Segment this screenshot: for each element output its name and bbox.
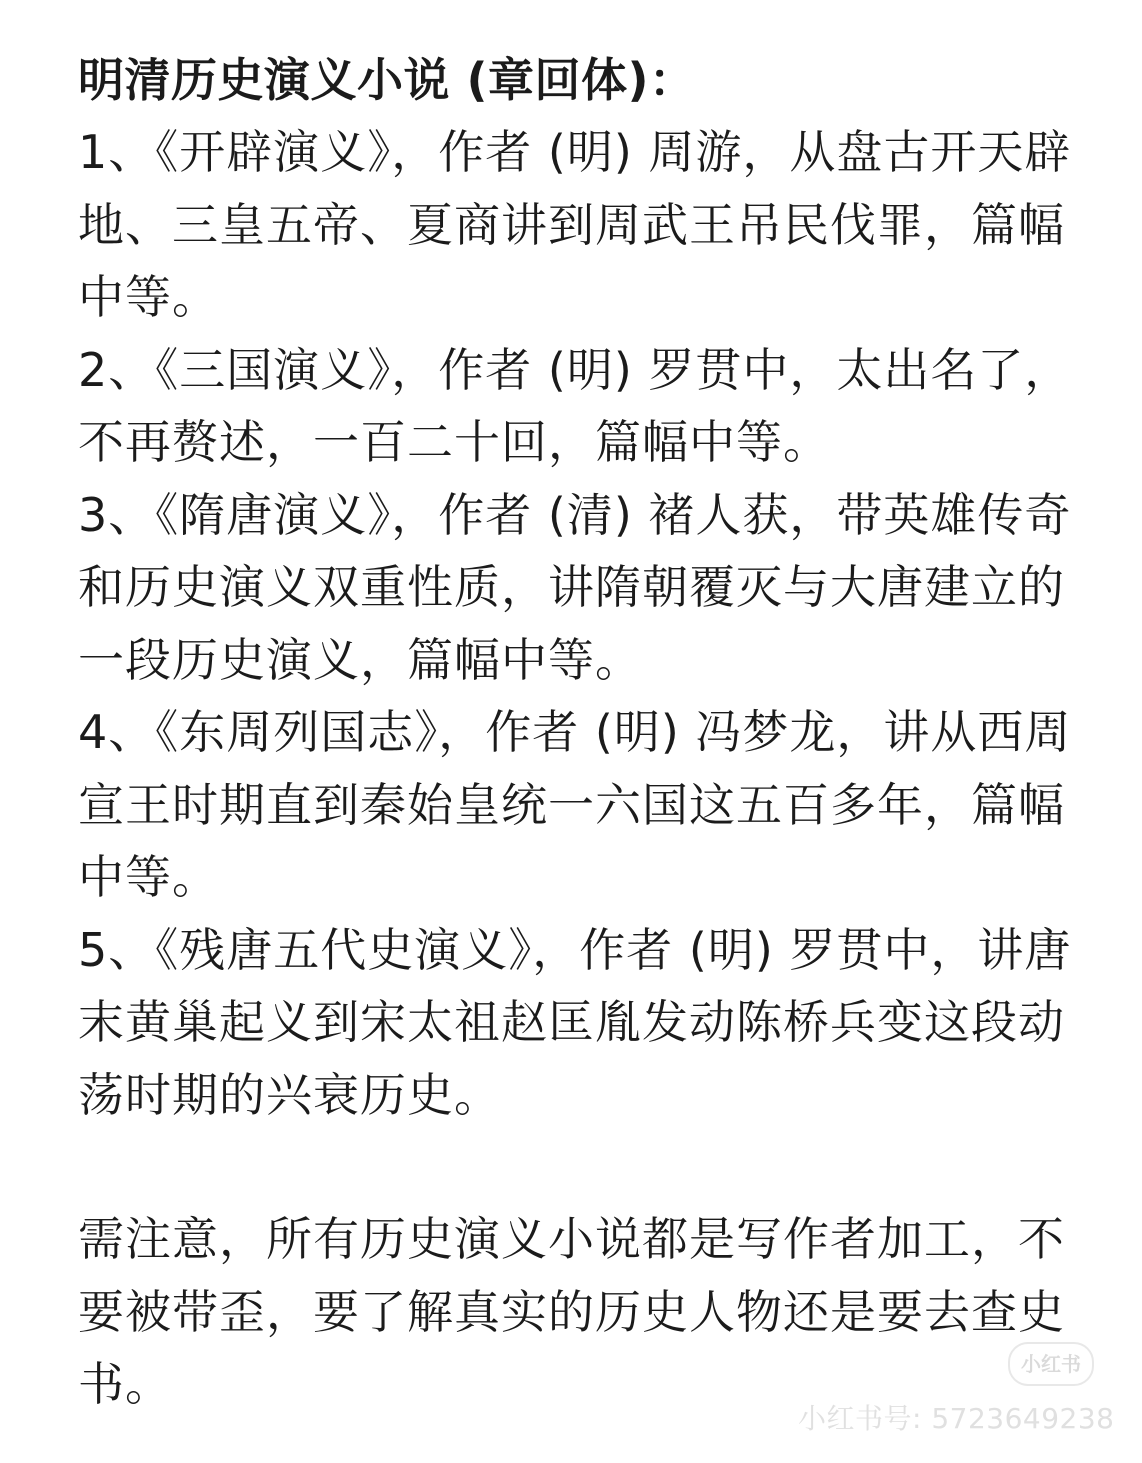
list-item-1: 1、《开辟演义》，作者 (明) 周游，从盘古开天辟地、三皇五帝、夏商讲到周武王吊民伐罪，篇幅中等。 <box>78 125 1072 324</box>
watermark-logo: 小红书 <box>1008 1342 1094 1386</box>
list-item-3: 3、《隋唐演义》，作者 (清) 褚人获，带英雄传奇和历史演义双重性质，讲隋朝覆灭与大唐建立的一段历史演义，篇幅中等。 <box>78 487 1072 687</box>
watermark-id: 小红书号: 5723649238 <box>798 1402 1115 1435</box>
list-item-5: 5、《残唐五代史演义》，作者 (明) 罗贯中，讲唐末黄巢起义到宋太祖赵匡胤发动陈桥兵变这段动荡时期的兴衰历史。 <box>78 922 1072 1122</box>
document-body <box>78 44 1098 1421</box>
note-paragraph: 需注意，所有历史演义小说都是写作者加工，不要被带歪，要了解真实的历史人物还是要去查史书。 <box>78 1212 1065 1411</box>
page-title: 明清历史演义小说 (章回体)： <box>78 53 696 107</box>
list-item-2: 2、《三国演义》，作者 (明) 罗贯中，太出名了，不再赘述，一百二十回，篇幅中等。 <box>78 342 1072 469</box>
list-item-4: 4、《东周列国志》，作者 (明) 冯梦龙，讲从西周宣王时期直到秦始皇统一六国这五百多年，篇幅中等。 <box>78 705 1072 904</box>
